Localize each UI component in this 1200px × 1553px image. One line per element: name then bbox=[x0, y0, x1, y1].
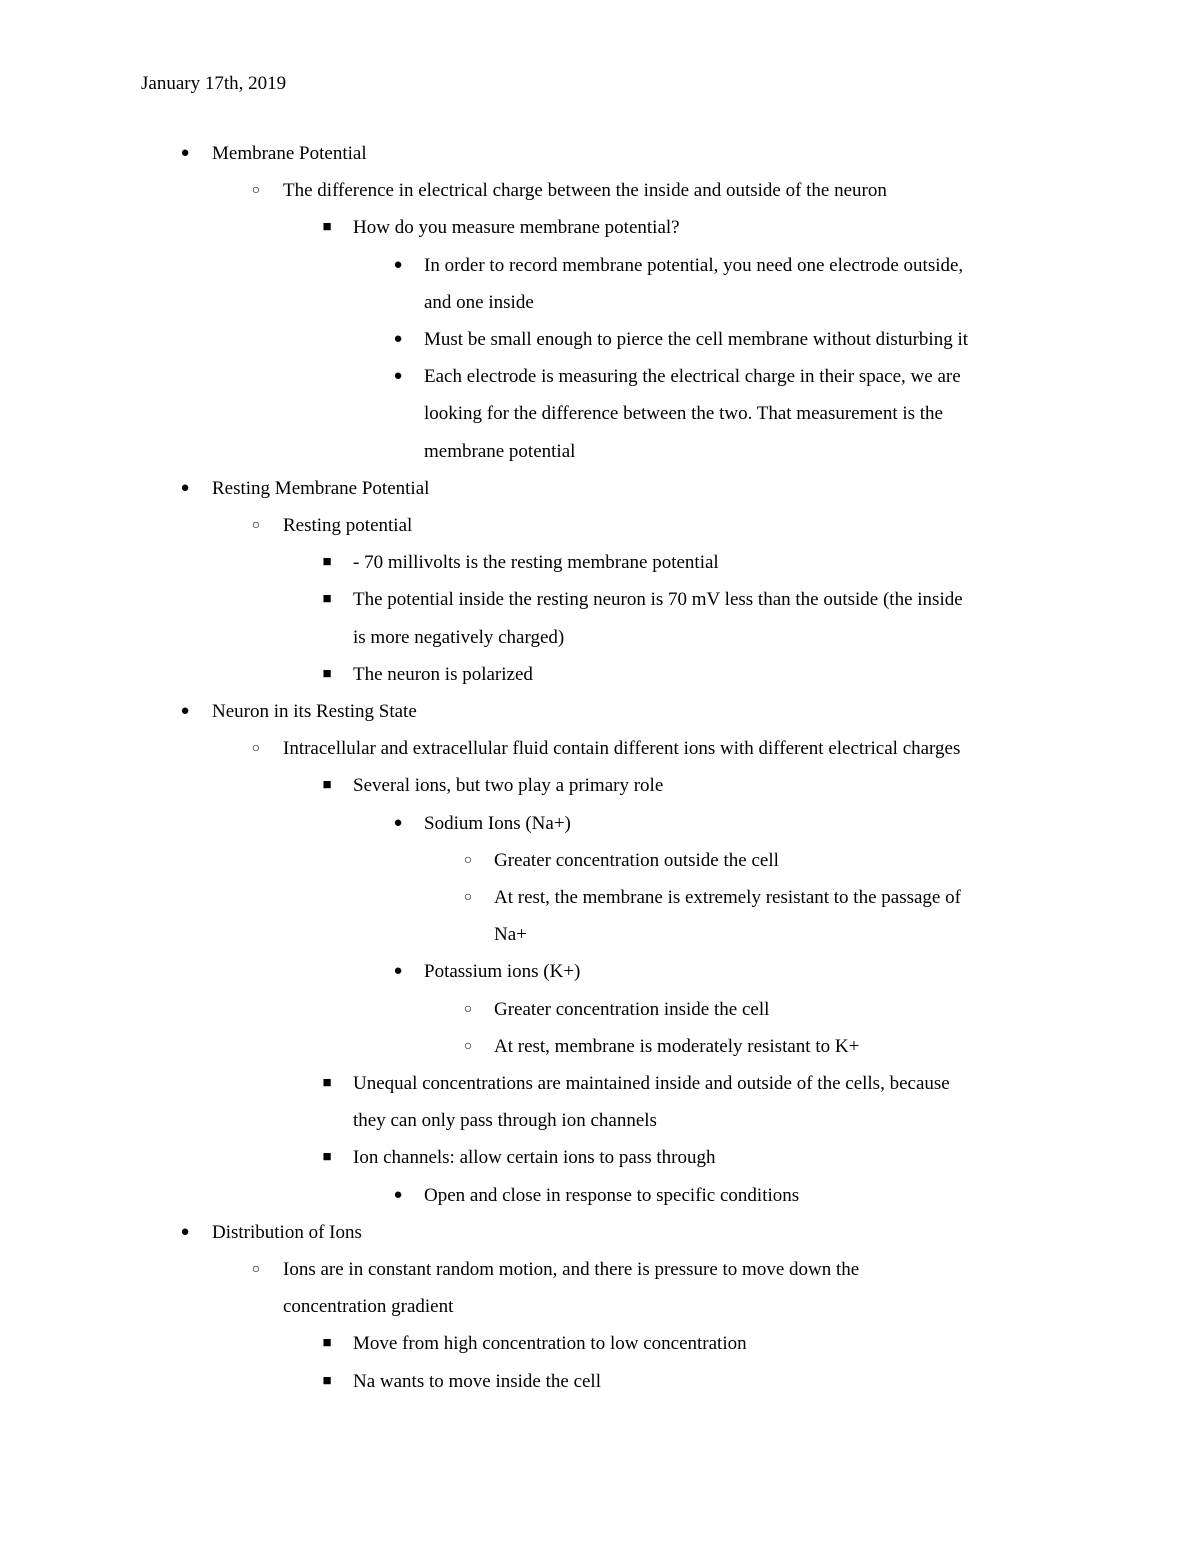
outline-line-level-3: Open and close in response to specific conditions bbox=[424, 1185, 800, 1206]
circle-bullet-icon: ○ bbox=[251, 518, 261, 533]
outline-line-level-3: membrane potential bbox=[424, 441, 576, 462]
outline-line-level-4: Greater concentration inside the cell bbox=[494, 999, 770, 1020]
document-date: January 17th, 2019 bbox=[141, 73, 287, 94]
disc-bullet-icon: ● bbox=[393, 331, 403, 347]
outline-line-level-1: Intracellular and extracellular fluid contain different ions with different electrical charges bbox=[283, 738, 961, 759]
outline-line-level-1: concentration gradient bbox=[283, 1296, 454, 1317]
square-bullet-icon: ■ bbox=[322, 777, 332, 793]
outline-line-level-2: they can only pass through ion channels bbox=[353, 1110, 657, 1131]
outline-line-level-4: Na+ bbox=[494, 924, 527, 945]
outline-line-level-3: Must be small enough to pierce the cell membrane without disturbing it bbox=[424, 329, 969, 350]
circle-bullet-icon: ○ bbox=[251, 741, 261, 756]
outline-line-level-2: The potential inside the resting neuron is 70 mV less than the outside (the inside bbox=[353, 589, 963, 610]
square-bullet-icon: ■ bbox=[322, 591, 332, 607]
outline-line-level-0: Membrane Potential bbox=[212, 143, 367, 164]
outline-line-level-2: The neuron is polarized bbox=[353, 664, 533, 685]
outline-line-level-1: Ions are in constant random motion, and there is pressure to move down the bbox=[283, 1259, 860, 1280]
outline-line-level-0: Resting Membrane Potential bbox=[212, 478, 430, 499]
square-bullet-icon: ■ bbox=[322, 1335, 332, 1351]
outline-line-level-3: and one inside bbox=[424, 292, 534, 313]
outline-line-level-3: Potassium ions (K+) bbox=[424, 961, 581, 982]
outline-line-level-3: looking for the difference between the two. That measurement is the bbox=[424, 403, 943, 424]
outline-line-level-2: Unequal concentrations are maintained inside and outside of the cells, because bbox=[353, 1073, 950, 1094]
outline-line-level-2: Ion channels: allow certain ions to pass through bbox=[353, 1147, 716, 1168]
disc-bullet-icon: ● bbox=[180, 1224, 190, 1240]
square-bullet-icon: ■ bbox=[322, 1149, 332, 1165]
outline-line-level-1: Resting potential bbox=[283, 515, 413, 536]
outline-line-level-2: Several ions, but two play a primary role bbox=[353, 775, 664, 796]
square-bullet-icon: ■ bbox=[322, 1373, 332, 1389]
outline-line-level-4: Greater concentration outside the cell bbox=[494, 850, 779, 871]
disc-bullet-icon: ● bbox=[180, 145, 190, 161]
outline-line-level-2: - 70 millivolts is the resting membrane potential bbox=[353, 552, 719, 573]
circle-bullet-icon: ○ bbox=[463, 853, 473, 868]
circle-bullet-icon: ○ bbox=[463, 1002, 473, 1017]
outline-line-level-2: is more negatively charged) bbox=[353, 627, 565, 648]
circle-bullet-icon: ○ bbox=[463, 890, 473, 905]
outline-line-level-0: Neuron in its Resting State bbox=[212, 701, 417, 722]
outline-line-level-3: Each electrode is measuring the electrical charge in their space, we are bbox=[424, 366, 961, 387]
outline-line-level-2: Move from high concentration to low concentration bbox=[353, 1333, 747, 1354]
outline-line-level-4: At rest, membrane is moderately resistant to K+ bbox=[494, 1036, 860, 1057]
disc-bullet-icon: ● bbox=[393, 368, 403, 384]
disc-bullet-icon: ● bbox=[393, 1187, 403, 1203]
disc-bullet-icon: ● bbox=[393, 815, 403, 831]
circle-bullet-icon: ○ bbox=[251, 183, 261, 198]
disc-bullet-icon: ● bbox=[393, 963, 403, 979]
outline-line-level-2: Na wants to move inside the cell bbox=[353, 1371, 601, 1392]
disc-bullet-icon: ● bbox=[393, 257, 403, 273]
outline-line-level-3: In order to record membrane potential, you need one electrode outside, bbox=[424, 255, 964, 276]
disc-bullet-icon: ● bbox=[180, 480, 190, 496]
square-bullet-icon: ■ bbox=[322, 219, 332, 235]
outline-line-level-3: Sodium Ions (Na+) bbox=[424, 813, 571, 834]
disc-bullet-icon: ● bbox=[180, 703, 190, 719]
circle-bullet-icon: ○ bbox=[251, 1262, 261, 1277]
outline-line-level-0: Distribution of Ions bbox=[212, 1222, 362, 1243]
outline-line-level-1: The difference in electrical charge between the inside and outside of the neuron bbox=[283, 180, 887, 201]
outline-line-level-4: At rest, the membrane is extremely resistant to the passage of bbox=[494, 887, 961, 908]
square-bullet-icon: ■ bbox=[322, 1075, 332, 1091]
square-bullet-icon: ■ bbox=[322, 554, 332, 570]
outline-line-level-2: How do you measure membrane potential? bbox=[353, 217, 680, 238]
circle-bullet-icon: ○ bbox=[463, 1039, 473, 1054]
square-bullet-icon: ■ bbox=[322, 666, 332, 682]
